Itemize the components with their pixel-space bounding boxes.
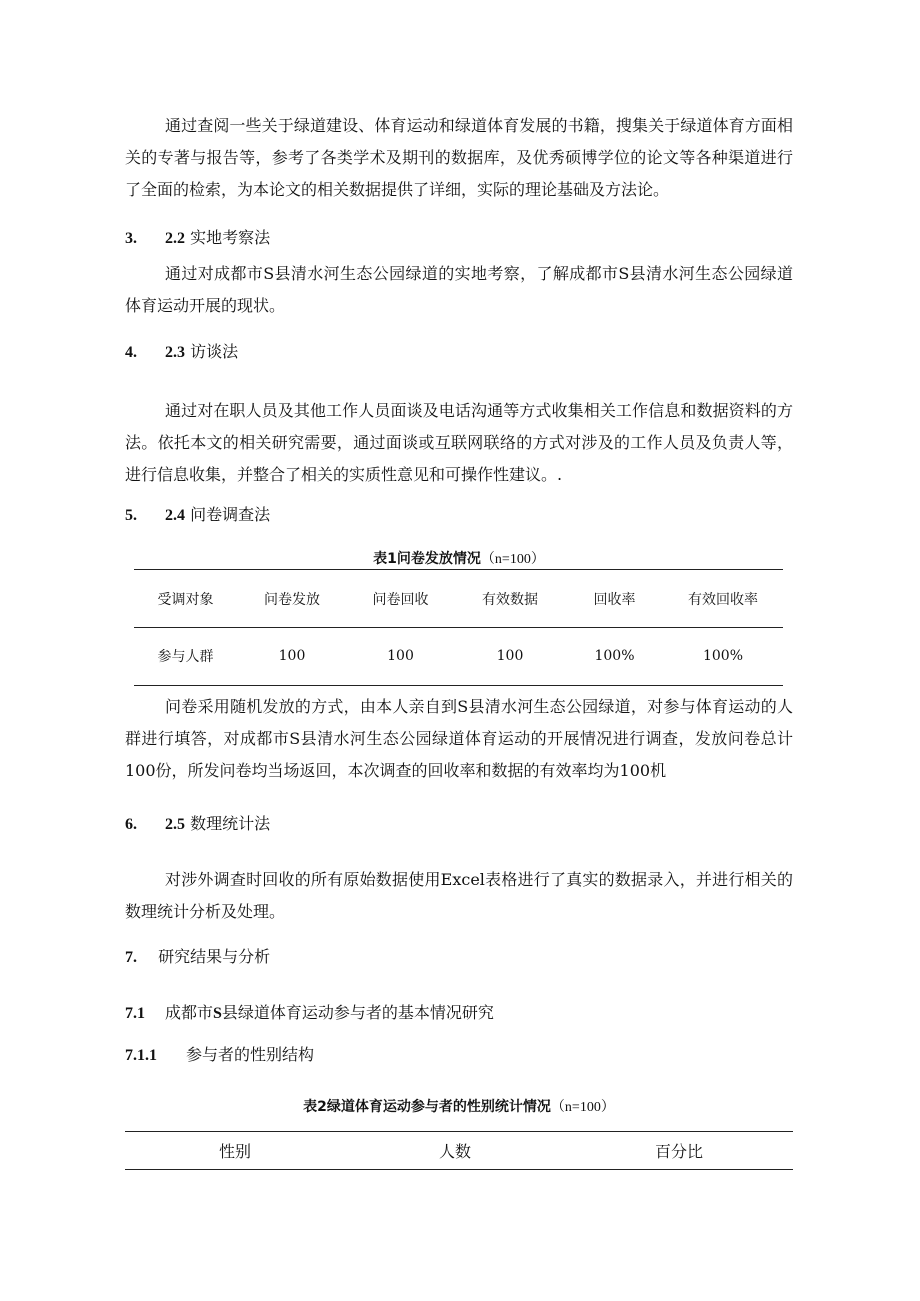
heading-subnumber: 2.4 bbox=[165, 507, 185, 524]
heading-bold-letter: S bbox=[213, 1005, 222, 1022]
table2-caption-n: （n=100） bbox=[550, 1100, 615, 1115]
heading-subnumber: 2.3 bbox=[165, 344, 185, 361]
heading-gender-structure bbox=[125, 1043, 314, 1068]
table1-caption-n: （n=100） bbox=[480, 552, 545, 567]
heading-text: 成都市 bbox=[165, 1003, 214, 1022]
heading-results bbox=[125, 945, 270, 970]
table1-header-cell: 回收率 bbox=[593, 591, 636, 608]
table2-header-row bbox=[125, 1132, 793, 1169]
heading-text-rest: 县绿道体育运动参与者的基本情况研究 bbox=[221, 1003, 494, 1022]
heading-text: 访谈法 bbox=[190, 342, 239, 361]
heading-questionnaire bbox=[125, 503, 270, 528]
table2-header-cell: 百分比 bbox=[654, 1142, 703, 1161]
table1-header-cell: 有效回收率 bbox=[688, 591, 758, 608]
table2-header-cell: 性别 bbox=[218, 1142, 251, 1161]
table2-mid-rule bbox=[125, 1169, 793, 1170]
heading-text: 实地考察法 bbox=[190, 228, 271, 247]
heading-number: 3. bbox=[125, 230, 137, 247]
paragraph-field-survey: 通过对成都市S县清水河生态公园绿道的实地考察，了解成都市S县清水河生态公园绿道体育运动开展的现状。 bbox=[125, 264, 793, 315]
heading-number: 7.1.1 bbox=[125, 1047, 157, 1064]
table1 bbox=[134, 570, 783, 685]
table1-cell: 100 bbox=[496, 648, 524, 664]
table1-bottom-rule bbox=[134, 685, 783, 686]
table2 bbox=[125, 1132, 793, 1169]
table1-caption-text: 表1问卷发放情况 bbox=[373, 551, 481, 567]
paragraph-statistics: 对涉外调查时回收的所有原始数据使用Excel表格进行了真实的数据录入，并进行相关的数理统计分析及处理。 bbox=[125, 870, 793, 921]
table1-header-cell: 问卷发放 bbox=[264, 591, 320, 608]
table1-header-cell: 有效数据 bbox=[482, 591, 538, 608]
heading-interview bbox=[125, 340, 238, 365]
heading-number: 4. bbox=[125, 344, 137, 361]
table1-cell: 100 bbox=[387, 648, 414, 664]
heading-number: 7. bbox=[125, 949, 137, 966]
paragraph-interview: 通过对在职人员及其他工作人员面谈及电话沟通等方式收集相关工作信息和数据资料的方法。依托本文的相关研究需要，通过面谈或互联网联络的方式对涉及的工作人员及负责人等，进行信息收集，并整合了相关的实质性意见和可操作性建议。. bbox=[125, 401, 793, 484]
heading-subnumber: 2.2 bbox=[165, 230, 185, 247]
table2-header-cell: 人数 bbox=[438, 1142, 471, 1161]
heading-participants bbox=[125, 1001, 494, 1026]
heading-text: 问卷调查法 bbox=[190, 505, 271, 524]
table2-caption-text: 表2绿道体育运动参与者的性别统计情况 bbox=[303, 1099, 551, 1115]
heading-field-survey bbox=[125, 226, 270, 251]
heading-number: 5. bbox=[125, 507, 137, 524]
heading-statistics bbox=[125, 812, 270, 837]
heading-number: 6. bbox=[125, 816, 137, 833]
table2-caption bbox=[125, 1096, 793, 1116]
table1-data-row bbox=[134, 627, 783, 685]
table1-cell: 参与人群 bbox=[157, 649, 214, 665]
paragraph-literature-review: 通过查阅一些关于绿道建设、体育运动和绿道体育发展的书籍，搜集关于绿道体育方面相关的专著与报告等，参考了各类学术及期刊的数据库，及优秀硕博学位的论文等各种渠道进行了全面的检索，为本论文的相关数据提供了详细，实际的理论基础及方法论。 bbox=[125, 116, 793, 199]
table1-header-row bbox=[134, 570, 783, 627]
heading-subnumber: 2.5 bbox=[165, 816, 185, 833]
heading-text: 研究结果与分析 bbox=[158, 947, 271, 966]
heading-number: 7.1 bbox=[125, 1005, 145, 1022]
table1-cell: 100 bbox=[278, 648, 306, 664]
table1-cell: 100% bbox=[702, 648, 744, 664]
table1-header-cell: 受调对象 bbox=[157, 591, 214, 608]
table1-cell: 100% bbox=[594, 648, 635, 664]
heading-text: 数理统计法 bbox=[190, 814, 271, 833]
heading-text: 参与者的性别结构 bbox=[186, 1045, 315, 1064]
paragraph-questionnaire: 问卷采用随机发放的方式，由本人亲自到S县清水河生态公园绿道，对参与体育运动的人群进行填答，对成都市S县清水河生态公园绿道体育运动的开展情况进行调查，发放问卷总计100份，所发问卷均当场返回，本次调查的回收率和数据的有效率均为100机 bbox=[125, 697, 793, 780]
table1-header-cell: 问卷回收 bbox=[372, 591, 429, 608]
table1-caption bbox=[125, 548, 793, 568]
